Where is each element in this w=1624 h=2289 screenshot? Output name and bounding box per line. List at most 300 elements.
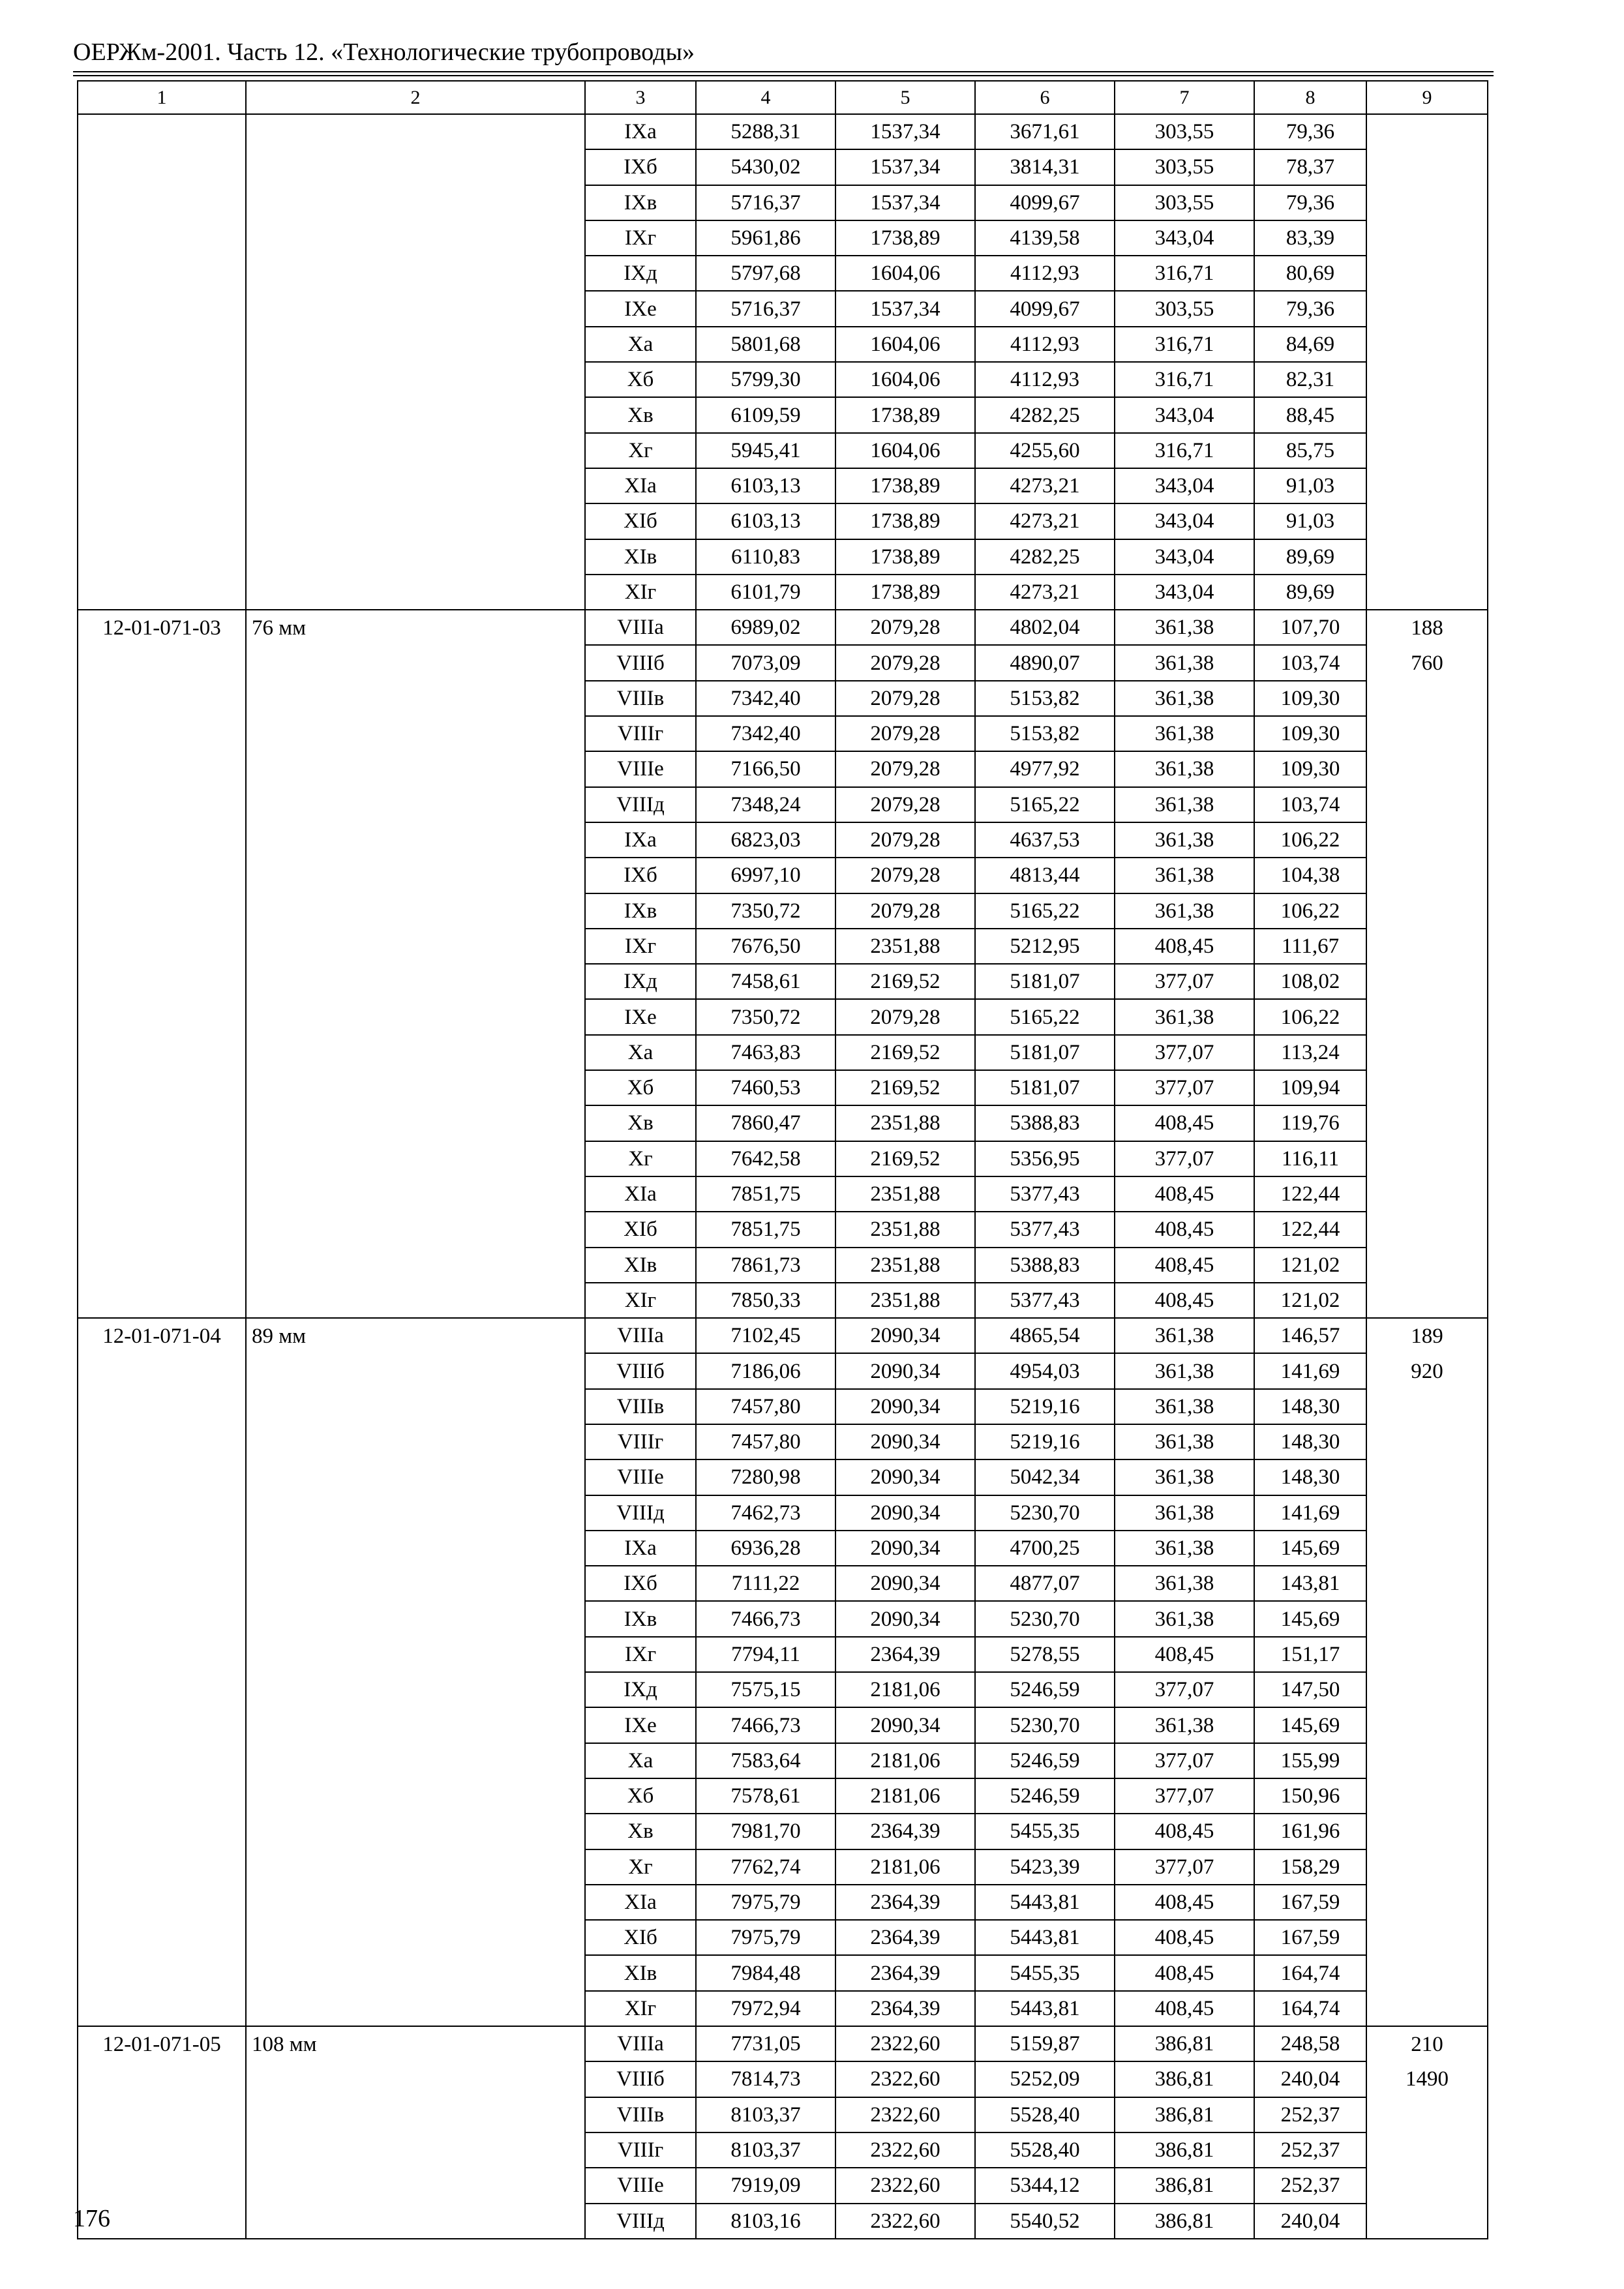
table-row	[78, 149, 1488, 185]
materials-cost-cell: 107,70	[1254, 610, 1366, 645]
category-cell: VIIIг	[585, 1424, 696, 1459]
pipe-size-cell	[246, 327, 585, 362]
table-row	[78, 893, 1488, 929]
pipe-size-cell	[246, 1212, 585, 1247]
labor-cost-cell: 2079,28	[835, 751, 975, 786]
labor-cost-cell: 2169,52	[835, 1070, 975, 1105]
materials-cost-cell: 116,11	[1254, 1141, 1366, 1176]
table-row	[78, 1814, 1488, 1849]
table-row	[78, 1920, 1488, 1955]
operator-wage-cell: 316,71	[1115, 362, 1254, 397]
materials-cost-cell: 83,39	[1254, 220, 1366, 256]
materials-cost-cell: 79,36	[1254, 114, 1366, 149]
rate-code-cell	[78, 716, 246, 751]
labor-cost-cell: 2322,60	[835, 2061, 975, 2097]
labor-cost-cell: 1738,89	[835, 468, 975, 503]
operator-wage-cell: 408,45	[1115, 1885, 1254, 1920]
category-cell: XIг	[585, 1283, 696, 1318]
column-header: 7	[1115, 81, 1254, 114]
pipe-size-cell	[246, 575, 585, 610]
labor-cost-cell: 2090,34	[835, 1353, 975, 1388]
machine-cost-cell: 5388,83	[975, 1105, 1115, 1141]
pipe-size-cell	[246, 503, 585, 539]
table-row	[78, 1070, 1488, 1105]
column-header: 3	[585, 81, 696, 114]
note-cell	[1366, 1495, 1488, 1531]
rate-code-cell	[78, 1920, 246, 1955]
pipe-size-cell	[246, 1707, 585, 1743]
total-cost-cell: 7583,64	[696, 1743, 835, 1778]
table-row	[78, 1885, 1488, 1920]
table-row	[78, 858, 1488, 893]
note-cell	[1366, 1212, 1488, 1247]
total-cost-cell: 7458,61	[696, 964, 835, 999]
total-cost-cell: 7676,50	[696, 929, 835, 964]
labor-cost-cell: 2079,28	[835, 787, 975, 822]
materials-cost-cell: 85,75	[1254, 433, 1366, 468]
table-row	[78, 2168, 1488, 2203]
table-row	[78, 1459, 1488, 1495]
table-row	[78, 185, 1488, 220]
column-header: 6	[975, 81, 1115, 114]
materials-cost-cell: 113,24	[1254, 1035, 1366, 1070]
total-cost-cell: 5716,37	[696, 185, 835, 220]
rate-code-cell	[78, 681, 246, 716]
labor-cost-cell: 2090,34	[835, 1601, 975, 1636]
rate-code-cell	[78, 185, 246, 220]
table-row	[78, 2204, 1488, 2239]
labor-cost-cell: 2322,60	[835, 2026, 975, 2061]
note-cell	[1366, 1389, 1488, 1424]
total-cost-cell: 7466,73	[696, 1707, 835, 1743]
category-cell: VIIIв	[585, 1389, 696, 1424]
category-cell: IXг	[585, 929, 696, 964]
total-cost-cell: 6101,79	[696, 575, 835, 610]
materials-cost-cell: 155,99	[1254, 1743, 1366, 1778]
category-cell: VIIIд	[585, 787, 696, 822]
category-cell: IXб	[585, 149, 696, 185]
machine-cost-cell: 5344,12	[975, 2168, 1115, 2203]
operator-wage-cell: 377,07	[1115, 1778, 1254, 1814]
pipe-size-cell	[246, 468, 585, 503]
note-cell: 188	[1366, 610, 1488, 645]
materials-cost-cell: 145,69	[1254, 1601, 1366, 1636]
category-cell: VIIIб	[585, 645, 696, 680]
machine-cost-cell: 4282,25	[975, 397, 1115, 432]
pipe-size-cell	[246, 1778, 585, 1814]
table-row	[78, 751, 1488, 786]
labor-cost-cell: 2351,88	[835, 1212, 975, 1247]
pipe-size-cell	[246, 1955, 585, 1990]
total-cost-cell: 6110,83	[696, 539, 835, 575]
rate-code-cell	[78, 751, 246, 786]
operator-wage-cell: 361,38	[1115, 1424, 1254, 1459]
total-cost-cell: 7575,15	[696, 1672, 835, 1707]
category-cell: Xб	[585, 1778, 696, 1814]
total-cost-cell: 7860,47	[696, 1105, 835, 1141]
operator-wage-cell: 361,38	[1115, 822, 1254, 858]
labor-cost-cell: 2169,52	[835, 964, 975, 999]
pipe-size-cell	[246, 2061, 585, 2097]
pipe-size-cell	[246, 256, 585, 291]
machine-cost-cell: 5153,82	[975, 716, 1115, 751]
rate-code-cell	[78, 1424, 246, 1459]
category-cell: IXд	[585, 256, 696, 291]
pipe-size-cell	[246, 787, 585, 822]
table-row	[78, 787, 1488, 822]
materials-cost-cell: 119,76	[1254, 1105, 1366, 1141]
total-cost-cell: 7462,73	[696, 1495, 835, 1531]
note-cell	[1366, 858, 1488, 893]
machine-cost-cell: 5181,07	[975, 1035, 1115, 1070]
materials-cost-cell: 109,30	[1254, 751, 1366, 786]
note-cell	[1366, 2097, 1488, 2132]
operator-wage-cell: 361,38	[1115, 1531, 1254, 1566]
note-cell	[1366, 964, 1488, 999]
materials-cost-cell: 167,59	[1254, 1920, 1366, 1955]
category-cell: XIа	[585, 1176, 696, 1212]
pipe-size-cell	[246, 1920, 585, 1955]
materials-cost-cell: 106,22	[1254, 999, 1366, 1034]
note-cell	[1366, 1176, 1488, 1212]
note-cell	[1366, 1566, 1488, 1601]
category-cell: IXб	[585, 858, 696, 893]
rate-code-cell	[78, 1035, 246, 1070]
machine-cost-cell: 5219,16	[975, 1389, 1115, 1424]
category-cell: XIв	[585, 1955, 696, 1990]
table-row	[78, 291, 1488, 326]
total-cost-cell: 6823,03	[696, 822, 835, 858]
pipe-size-cell	[246, 822, 585, 858]
materials-cost-cell: 109,30	[1254, 681, 1366, 716]
category-cell: XIб	[585, 503, 696, 539]
total-cost-cell: 7919,09	[696, 2168, 835, 2203]
labor-cost-cell: 2090,34	[835, 1318, 975, 1353]
pipe-size-cell	[246, 751, 585, 786]
pipe-size-cell	[246, 1991, 585, 2026]
rate-code-cell	[78, 1105, 246, 1141]
note-cell	[1366, 893, 1488, 929]
column-number-row	[78, 81, 1488, 114]
operator-wage-cell: 408,45	[1115, 1248, 1254, 1283]
table-row	[78, 645, 1488, 680]
total-cost-cell: 7851,75	[696, 1176, 835, 1212]
labor-cost-cell: 2322,60	[835, 2168, 975, 2203]
operator-wage-cell: 361,38	[1115, 1707, 1254, 1743]
operator-wage-cell: 377,07	[1115, 964, 1254, 999]
labor-cost-cell: 1604,06	[835, 433, 975, 468]
labor-cost-cell: 2090,34	[835, 1495, 975, 1531]
total-cost-cell: 7350,72	[696, 893, 835, 929]
machine-cost-cell: 5230,70	[975, 1707, 1115, 1743]
table-row	[78, 220, 1488, 256]
operator-wage-cell: 408,45	[1115, 929, 1254, 964]
labor-cost-cell: 2079,28	[835, 999, 975, 1034]
note-cell	[1366, 327, 1488, 362]
operator-wage-cell: 361,38	[1115, 1459, 1254, 1495]
pipe-size-cell	[246, 716, 585, 751]
operator-wage-cell: 408,45	[1115, 1212, 1254, 1247]
machine-cost-cell: 5246,59	[975, 1778, 1115, 1814]
labor-cost-cell: 2181,06	[835, 1778, 975, 1814]
pipe-size-cell	[246, 1814, 585, 1849]
note-cell	[1366, 1814, 1488, 1849]
total-cost-cell: 7350,72	[696, 999, 835, 1034]
rate-code-cell	[78, 1283, 246, 1318]
note-cell	[1366, 1035, 1488, 1070]
rate-code-cell	[78, 1566, 246, 1601]
total-cost-cell: 6997,10	[696, 858, 835, 893]
total-cost-cell: 6103,13	[696, 468, 835, 503]
note-cell	[1366, 1920, 1488, 1955]
category-cell: VIIIа	[585, 610, 696, 645]
rate-code-cell	[78, 1743, 246, 1778]
operator-wage-cell: 303,55	[1115, 291, 1254, 326]
rate-code-cell: 12-01-071-03	[78, 610, 246, 645]
materials-cost-cell: 106,22	[1254, 822, 1366, 858]
table-row	[78, 1389, 1488, 1424]
pipe-size-cell	[246, 1672, 585, 1707]
rate-code-cell	[78, 1849, 246, 1885]
rate-code-cell	[78, 149, 246, 185]
pipe-size-cell	[246, 1035, 585, 1070]
total-cost-cell: 5797,68	[696, 256, 835, 291]
materials-cost-cell: 106,22	[1254, 893, 1366, 929]
machine-cost-cell: 5540,52	[975, 2204, 1115, 2239]
pipe-size-cell	[246, 2097, 585, 2132]
note-cell	[1366, 716, 1488, 751]
category-cell: IXа	[585, 822, 696, 858]
table-row	[78, 1176, 1488, 1212]
labor-cost-cell: 2090,34	[835, 1566, 975, 1601]
table-row	[78, 822, 1488, 858]
materials-cost-cell: 161,96	[1254, 1814, 1366, 1849]
table-row	[78, 468, 1488, 503]
table-row	[78, 575, 1488, 610]
machine-cost-cell: 5443,81	[975, 1885, 1115, 1920]
machine-cost-cell: 4112,93	[975, 327, 1115, 362]
materials-cost-cell: 91,03	[1254, 503, 1366, 539]
category-cell: XIг	[585, 575, 696, 610]
category-cell: VIIIг	[585, 716, 696, 751]
materials-cost-cell: 145,69	[1254, 1707, 1366, 1743]
category-cell: Xг	[585, 1141, 696, 1176]
materials-cost-cell: 80,69	[1254, 256, 1366, 291]
note-cell: 760	[1366, 645, 1488, 680]
rate-code-cell	[78, 1778, 246, 1814]
operator-wage-cell: 343,04	[1115, 575, 1254, 610]
total-cost-cell: 7342,40	[696, 681, 835, 716]
pipe-size-cell	[246, 539, 585, 575]
machine-cost-cell: 5230,70	[975, 1601, 1115, 1636]
operator-wage-cell: 361,38	[1115, 751, 1254, 786]
total-cost-cell: 7984,48	[696, 1955, 835, 1990]
table-row	[78, 1991, 1488, 2026]
category-cell: IXг	[585, 220, 696, 256]
machine-cost-cell: 5181,07	[975, 964, 1115, 999]
operator-wage-cell: 408,45	[1115, 1955, 1254, 1990]
machine-cost-cell: 4637,53	[975, 822, 1115, 858]
table-row	[78, 1283, 1488, 1318]
operator-wage-cell: 361,38	[1115, 1566, 1254, 1601]
note-cell: 210	[1366, 2026, 1488, 2061]
machine-cost-cell: 5377,43	[975, 1176, 1115, 1212]
note-cell	[1366, 397, 1488, 432]
rate-code-cell	[78, 327, 246, 362]
table-row	[78, 716, 1488, 751]
rate-code-cell	[78, 468, 246, 503]
rate-code-cell	[78, 1070, 246, 1105]
materials-cost-cell: 141,69	[1254, 1353, 1366, 1388]
rate-code-cell	[78, 2132, 246, 2168]
rate-code-cell	[78, 1637, 246, 1672]
machine-cost-cell: 5042,34	[975, 1459, 1115, 1495]
pipe-size-cell	[246, 1176, 585, 1212]
category-cell: Xа	[585, 1743, 696, 1778]
total-cost-cell: 7814,73	[696, 2061, 835, 2097]
total-cost-cell: 5288,31	[696, 114, 835, 149]
table-row	[78, 2061, 1488, 2097]
pipe-size-cell	[246, 433, 585, 468]
note-cell	[1366, 1743, 1488, 1778]
labor-cost-cell: 2351,88	[835, 929, 975, 964]
rate-code-cell	[78, 893, 246, 929]
labor-cost-cell: 2351,88	[835, 1248, 975, 1283]
machine-cost-cell: 4112,93	[975, 362, 1115, 397]
labor-cost-cell: 2181,06	[835, 1672, 975, 1707]
materials-cost-cell: 78,37	[1254, 149, 1366, 185]
rate-code-cell	[78, 2168, 246, 2203]
operator-wage-cell: 343,04	[1115, 503, 1254, 539]
category-cell: XIг	[585, 1991, 696, 2026]
total-cost-cell: 5430,02	[696, 149, 835, 185]
pipe-size-cell	[246, 1566, 585, 1601]
category-cell: IXа	[585, 1531, 696, 1566]
machine-cost-cell: 3814,31	[975, 149, 1115, 185]
category-cell: XIа	[585, 1885, 696, 1920]
operator-wage-cell: 361,38	[1115, 1601, 1254, 1636]
total-cost-cell: 7975,79	[696, 1885, 835, 1920]
operator-wage-cell: 408,45	[1115, 1105, 1254, 1141]
total-cost-cell: 7463,83	[696, 1035, 835, 1070]
total-cost-cell: 7981,70	[696, 1814, 835, 1849]
machine-cost-cell: 4255,60	[975, 433, 1115, 468]
page-header: ОЕРЖм-2001. Часть 12. «Технологические трубопроводы»	[73, 38, 695, 66]
table-row	[78, 1672, 1488, 1707]
labor-cost-cell: 1604,06	[835, 256, 975, 291]
note-cell	[1366, 220, 1488, 256]
table-row	[78, 1141, 1488, 1176]
category-cell: XIв	[585, 539, 696, 575]
pipe-size-cell	[246, 2168, 585, 2203]
note-cell	[1366, 1531, 1488, 1566]
materials-cost-cell: 252,37	[1254, 2132, 1366, 2168]
pipe-size-cell	[246, 362, 585, 397]
materials-cost-cell: 145,69	[1254, 1531, 1366, 1566]
materials-cost-cell: 164,74	[1254, 1955, 1366, 1990]
operator-wage-cell: 343,04	[1115, 468, 1254, 503]
note-cell	[1366, 185, 1488, 220]
operator-wage-cell: 377,07	[1115, 1035, 1254, 1070]
machine-cost-cell: 5219,16	[975, 1424, 1115, 1459]
pipe-size-cell	[246, 1070, 585, 1105]
materials-cost-cell: 108,02	[1254, 964, 1366, 999]
pipe-size-cell	[246, 999, 585, 1034]
materials-cost-cell: 252,37	[1254, 2168, 1366, 2203]
table-row	[78, 1495, 1488, 1531]
machine-cost-cell: 4273,21	[975, 503, 1115, 539]
operator-wage-cell: 377,07	[1115, 1743, 1254, 1778]
machine-cost-cell: 5455,35	[975, 1814, 1115, 1849]
materials-cost-cell: 240,04	[1254, 2204, 1366, 2239]
materials-cost-cell: 89,69	[1254, 539, 1366, 575]
table-row	[78, 1035, 1488, 1070]
note-cell	[1366, 1141, 1488, 1176]
machine-cost-cell: 4802,04	[975, 610, 1115, 645]
category-cell: IXд	[585, 964, 696, 999]
materials-cost-cell: 148,30	[1254, 1459, 1366, 1495]
total-cost-cell: 7466,73	[696, 1601, 835, 1636]
operator-wage-cell: 386,81	[1115, 2097, 1254, 2132]
table-row	[78, 539, 1488, 575]
category-cell: IXг	[585, 1637, 696, 1672]
materials-cost-cell: 143,81	[1254, 1566, 1366, 1601]
machine-cost-cell: 4112,93	[975, 256, 1115, 291]
note-cell	[1366, 999, 1488, 1034]
note-cell	[1366, 1849, 1488, 1885]
header-rule	[73, 71, 1494, 72]
pipe-size-cell	[246, 2204, 585, 2239]
total-cost-cell: 6103,13	[696, 503, 835, 539]
pipe-size-cell	[246, 185, 585, 220]
category-cell: VIIIб	[585, 2061, 696, 2097]
table-body	[78, 81, 1488, 2239]
note-cell	[1366, 681, 1488, 716]
rate-code-cell	[78, 1991, 246, 2026]
total-cost-cell: 7794,11	[696, 1637, 835, 1672]
pipe-size-cell	[246, 220, 585, 256]
category-cell: IXд	[585, 1672, 696, 1707]
column-header: 5	[835, 81, 975, 114]
materials-cost-cell: 79,36	[1254, 291, 1366, 326]
machine-cost-cell: 5443,81	[975, 1991, 1115, 2026]
total-cost-cell: 5801,68	[696, 327, 835, 362]
labor-cost-cell: 2169,52	[835, 1035, 975, 1070]
operator-wage-cell: 408,45	[1115, 1637, 1254, 1672]
operator-wage-cell: 386,81	[1115, 2168, 1254, 2203]
note-cell	[1366, 1707, 1488, 1743]
labor-cost-cell: 2079,28	[835, 716, 975, 751]
table-row	[78, 114, 1488, 149]
pipe-size-cell	[246, 1495, 585, 1531]
labor-cost-cell: 2364,39	[835, 1920, 975, 1955]
page-number: 176	[73, 2205, 110, 2232]
rate-code-cell	[78, 1672, 246, 1707]
machine-cost-cell: 4099,67	[975, 185, 1115, 220]
materials-cost-cell: 82,31	[1254, 362, 1366, 397]
category-cell: Xв	[585, 1105, 696, 1141]
table-row	[78, 397, 1488, 432]
note-cell	[1366, 2132, 1488, 2168]
operator-wage-cell: 361,38	[1115, 645, 1254, 680]
pipe-size-cell	[246, 1459, 585, 1495]
pipe-size-cell	[246, 1141, 585, 1176]
operator-wage-cell: 361,38	[1115, 893, 1254, 929]
note-cell: 1490	[1366, 2061, 1488, 2097]
labor-cost-cell: 1738,89	[835, 503, 975, 539]
total-cost-cell: 7111,22	[696, 1566, 835, 1601]
operator-wage-cell: 343,04	[1115, 397, 1254, 432]
